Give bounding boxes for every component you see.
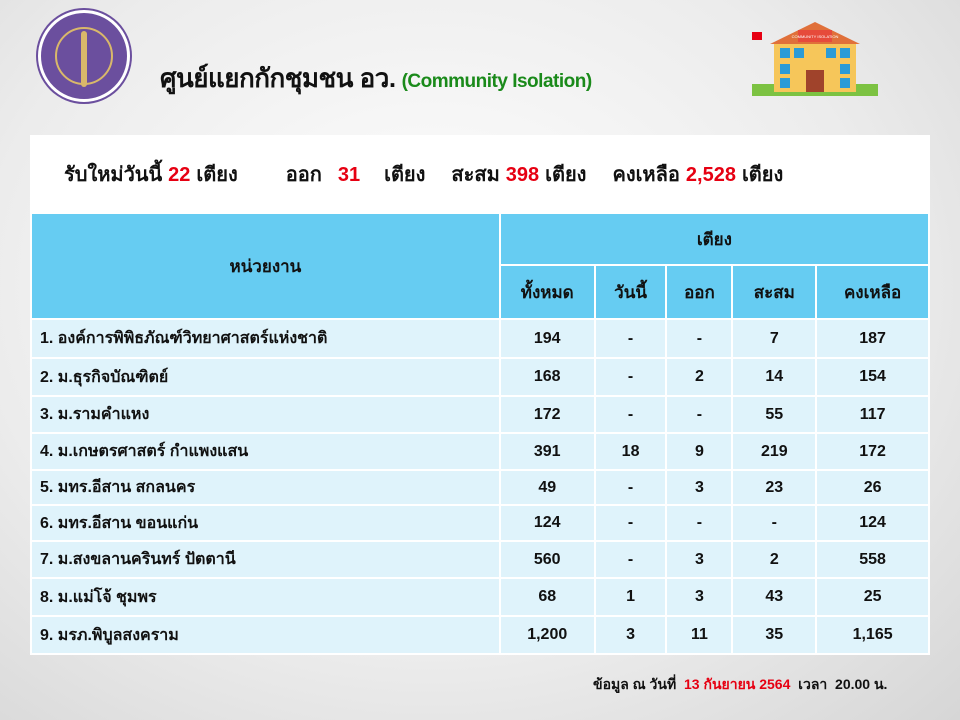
bed-count-cell: 11 [666,616,732,654]
unit-name-cell: 2. ม.ธุรกิจบัณฑิตย์ [31,358,500,396]
summary-bar: รับใหม่วันนี้ 22 เตียง ออก 31 เตียง สะสม 398 เตียง คงเหลือ 2,528 เตียง [30,135,930,212]
unit-name-cell: 6. มทร.อีสาน ขอนแก่น [31,505,500,541]
table-row [31,319,929,358]
bed-count-cell: 154 [816,358,929,396]
column-header: สะสม [732,265,816,319]
bed-count-cell: 68 [500,578,595,616]
bed-count-cell: 9 [666,433,732,470]
bed-count-cell: 3 [595,616,667,654]
bed-count-cell: - [595,505,667,541]
bed-count-cell: 49 [500,470,595,505]
bed-count-cell: 43 [732,578,816,616]
bed-count-cell: 1,165 [816,616,929,654]
data-timestamp: ข้อมูล ณ วันที่ 13 กันยายน 2564 เวลา 20.00 น. [593,676,888,692]
unit-name-cell: 9. มรภ.พิบูลสงคราม [31,616,500,654]
bed-count-cell: 172 [816,433,929,470]
unit-name-cell: 3. ม.รามคำแหง [31,396,500,433]
bed-count-cell: - [595,319,667,358]
isolation-beds-table [30,212,930,655]
column-header: ออก [666,265,732,319]
table-row [31,505,929,541]
bed-count-cell: 25 [816,578,929,616]
bed-count-cell: 168 [500,358,595,396]
unit-name-cell: 5. มทร.อีสาน สกลนคร [31,470,500,505]
beds-header: เตียง [500,213,929,265]
bed-count-cell: 124 [500,505,595,541]
bed-count-cell: 3 [666,541,732,578]
bed-count-cell: 194 [500,319,595,358]
bed-count-cell: 35 [732,616,816,654]
ministry-logo [38,10,130,102]
bed-count-cell: 117 [816,396,929,433]
unit-name-cell: 1. องค์การพิพิธภัณฑ์วิทยาศาสตร์แห่งชาติ [31,319,500,358]
bed-count-cell: 26 [816,470,929,505]
bed-count-cell: 3 [666,578,732,616]
bed-count-cell: 2 [732,541,816,578]
bed-count-cell: 1 [595,578,667,616]
bed-count-cell: 55 [732,396,816,433]
community-isolation-building-icon [752,22,878,96]
table-row [31,616,929,654]
table-row [31,433,929,470]
bed-count-cell: - [595,358,667,396]
bed-count-cell: 560 [500,541,595,578]
bed-count-cell: 1,200 [500,616,595,654]
bed-count-cell: 187 [816,319,929,358]
bed-count-cell: 23 [732,470,816,505]
bed-count-cell: - [666,505,732,541]
bed-count-cell: - [666,396,732,433]
bed-count-cell: - [666,319,732,358]
bed-count-cell: 18 [595,433,667,470]
column-header: คงเหลือ [816,265,929,319]
bed-count-cell: 14 [732,358,816,396]
table-row [31,396,929,433]
unit-name-cell: 7. ม.สงขลานครินทร์ ปัตตานี [31,541,500,578]
column-header: วันนี้ [595,265,667,319]
table-row [31,470,929,505]
unit-header: หน่วยงาน [31,213,500,319]
bed-count-cell: 172 [500,396,595,433]
unit-name-cell: 8. ม.แม่โจ้ ชุมพร [31,578,500,616]
table-row [31,578,929,616]
bed-count-cell: 391 [500,433,595,470]
bed-count-cell: 124 [816,505,929,541]
unit-name-cell: 4. ม.เกษตรศาสตร์ กำแพงแสน [31,433,500,470]
table-row [31,541,929,578]
bed-count-cell: 3 [666,470,732,505]
building-sign: COMMUNITY ISOLATION [791,34,839,39]
bed-count-cell: 558 [816,541,929,578]
page-title: ศูนย์แยกกักชุมชน อว. (Community Isolation) [160,63,592,93]
table-row [31,358,929,396]
bed-count-cell: - [595,470,667,505]
bed-count-cell: 2 [666,358,732,396]
bed-count-cell: 7 [732,319,816,358]
bed-count-cell: 219 [732,433,816,470]
bed-count-cell: - [595,396,667,433]
bed-count-cell: - [595,541,667,578]
bed-count-cell: - [732,505,816,541]
column-header: ทั้งหมด [500,265,595,319]
